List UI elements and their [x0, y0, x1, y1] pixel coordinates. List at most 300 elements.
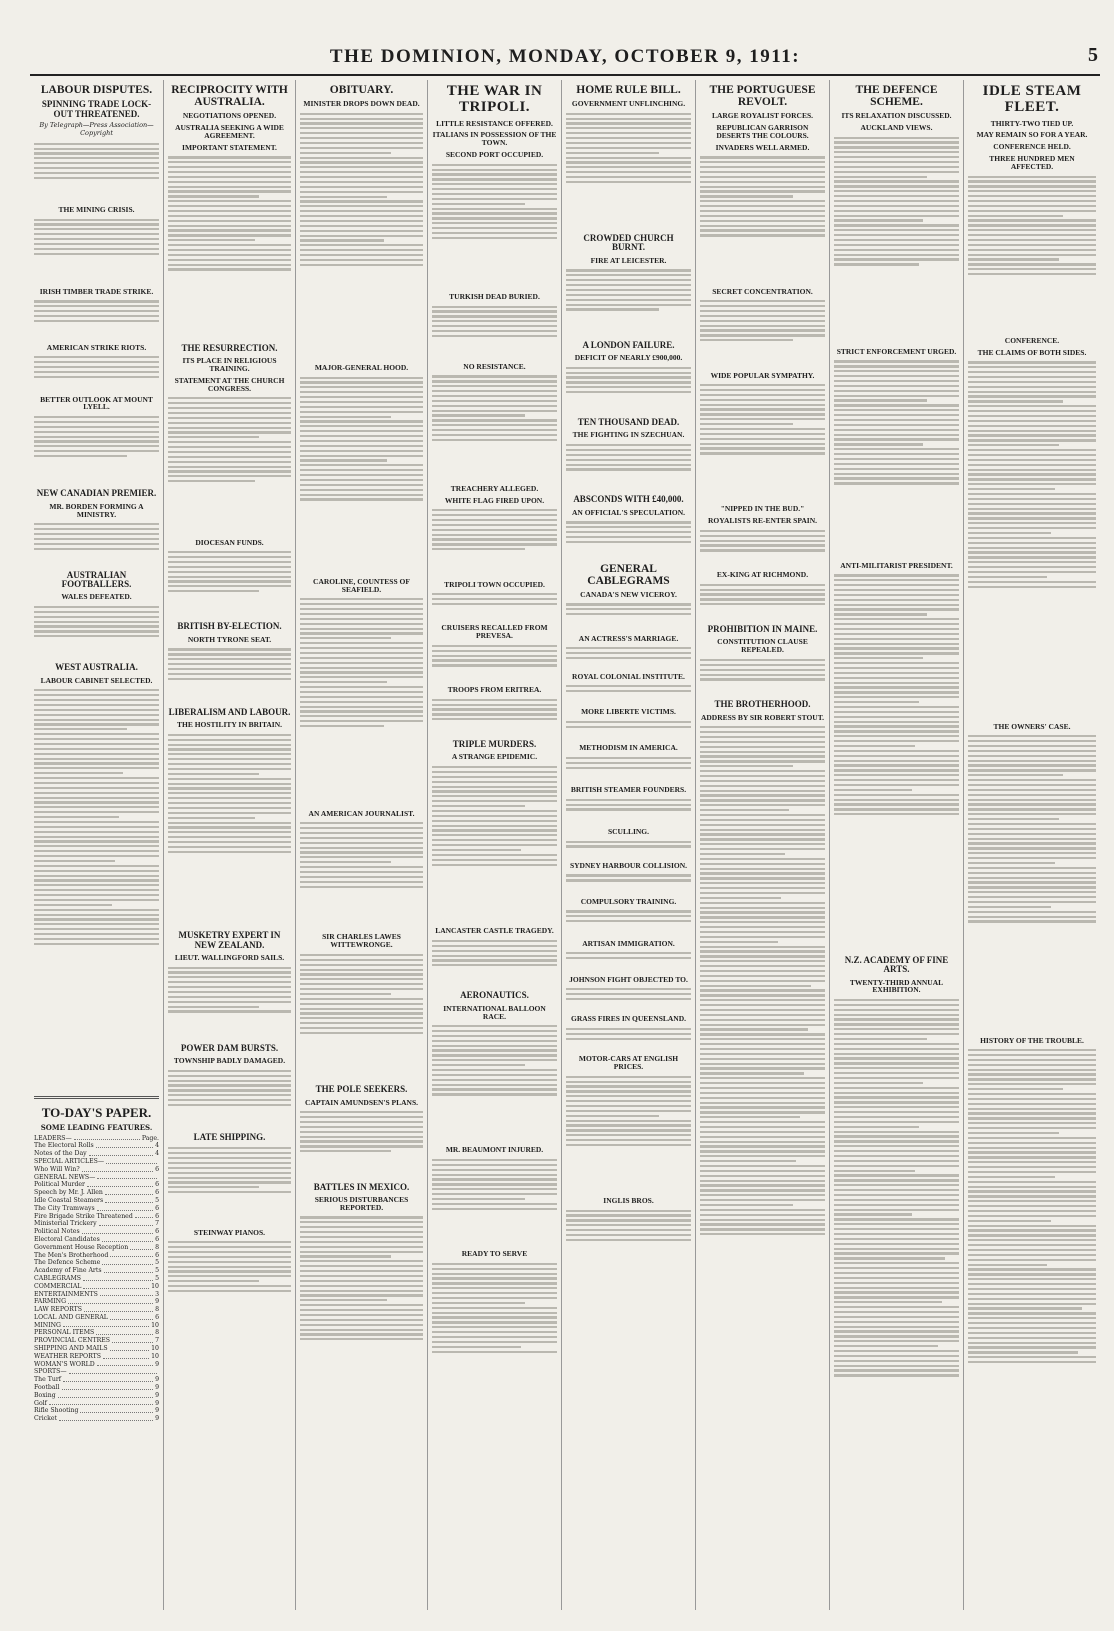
subheadline: READY TO SERVE [461, 1249, 528, 1259]
toc-row [34, 1298, 159, 1306]
toc-row [34, 1368, 159, 1376]
subheadline: SPINNING TRADE LOCK-OUT THREATENED. [41, 99, 152, 119]
column-2 [164, 80, 296, 1610]
subheadline: REPUBLICAN GARRISON DESERTS THE COLOURS. [716, 123, 809, 140]
toc-label: PROVINCIAL CENTRES [34, 1337, 111, 1345]
article-text [566, 754, 691, 782]
subheadline: INGLIS BROS. [603, 1196, 654, 1205]
subheadline: LARGE ROYALIST FORCES. [711, 111, 814, 121]
article-text [34, 216, 159, 284]
subheadline: NORTH TYRONE SEAT. [187, 634, 272, 644]
toc-row [34, 1407, 159, 1415]
toc-label: Ministerial Trickery [34, 1220, 97, 1228]
article-text [168, 1067, 291, 1129]
page-number: 5 [1088, 44, 1098, 66]
article-text [168, 646, 291, 704]
toc-row [34, 1283, 159, 1291]
toc-subtitle: SOME LEADING FEATURES. [40, 1122, 153, 1132]
subheadline: STRICT ENFORCEMENT URGED. [836, 346, 957, 356]
subheadline: NEGOTIATIONS OPENED. [182, 111, 277, 121]
article-text [700, 656, 825, 696]
column-8 [964, 80, 1100, 1610]
article-text [168, 395, 291, 535]
headline: N.Z. ACADEMY OF FINE ARTS. [844, 954, 949, 975]
toc-label: Golf [34, 1399, 47, 1407]
toc-label: The City Tramways [34, 1204, 95, 1212]
headline: THE BROTHERHOOD. [714, 699, 811, 710]
subheadline: "NIPPED IN THE BUD." [720, 504, 805, 514]
article-text [34, 140, 159, 202]
toc-label: Academy of Fine Arts [34, 1267, 102, 1275]
subheadline: ADDRESS BY SIR ROBERT STOUT. [700, 712, 825, 722]
toc-page: 9 [155, 1407, 159, 1415]
headline: MUSKETRY EXPERT IN NEW ZEALAND. [178, 930, 281, 950]
headline: NEW CANADIAN PREMIER. [36, 488, 157, 499]
article-text [432, 763, 557, 923]
subheadline: LIEUT. WALLINGFORD SAILS. [174, 952, 285, 962]
article-text [566, 364, 691, 414]
article-text [34, 687, 159, 1091]
toc-page: 5 [155, 1274, 159, 1282]
toc-page: 4 [155, 1142, 159, 1150]
toc-label: Cricket [34, 1415, 58, 1423]
subheadline: AUSTRALIA SEEKING A WIDE AGREEMENT. [175, 123, 284, 140]
advertisement-text [566, 1073, 691, 1193]
article-text [300, 374, 423, 574]
article-text [566, 110, 691, 230]
subheadline: TREACHERY ALLEGED. [450, 483, 539, 493]
article-text [566, 1025, 691, 1051]
article-text [566, 908, 691, 936]
toc-row [34, 1197, 159, 1205]
subheadline: THE MINING CRISIS. [58, 204, 135, 214]
article-text [968, 733, 1096, 1033]
toc-label: Speech by Mr. J. Allen [34, 1189, 103, 1197]
headline: IDLE STEAM FLEET. [982, 83, 1082, 115]
masthead [30, 44, 1100, 76]
subheadline: HISTORY OF THE TROUBLE. [980, 1035, 1084, 1045]
subheadline: WALES DEFEATED. [61, 592, 132, 602]
toc-label: LEADERS— [34, 1134, 72, 1142]
toc-row [34, 1314, 159, 1322]
toc-row [34, 1306, 159, 1314]
toc-page: 10 [151, 1321, 159, 1329]
subheadline: NO RESISTANCE. [463, 361, 526, 371]
toc-page: 9 [155, 1384, 159, 1392]
toc-page: 6 [155, 1204, 159, 1212]
toc-row [34, 1174, 159, 1182]
headline: LABOUR DISPUTES. [40, 84, 153, 96]
article-text [168, 154, 291, 340]
toc-title: TO-DAY'S PAPER. [41, 1104, 152, 1120]
headline: POWER DAM BURSTS. [180, 1042, 279, 1053]
toc-page: 6 [155, 1181, 159, 1189]
subheadline: IRISH TIMBER TRADE STRIKE. [39, 286, 154, 296]
subheadline: ITALIANS IN POSSESSION OF THE TOWN. [432, 130, 557, 148]
subheadline: THE CLAIMS OF BOTH SIDES. [977, 347, 1087, 357]
article-text [432, 373, 557, 481]
toc-label: CABLEGRAMS [34, 1274, 82, 1282]
toc-row [34, 1189, 159, 1197]
article-text [566, 796, 691, 824]
toc-row [34, 1415, 159, 1423]
article-text [168, 1145, 291, 1225]
toc-page: Page. [141, 1134, 159, 1142]
subheadline: LITTLE RESISTANCE OFFERED. [436, 118, 553, 128]
toc-page: 5 [155, 1196, 159, 1204]
toc-row [34, 1181, 159, 1189]
article-text [300, 596, 423, 806]
article-text [300, 819, 423, 929]
toc-row [34, 1166, 159, 1174]
toc-label: LAW REPORTS [34, 1306, 82, 1314]
subheadline: ANTI-MILITARIST PRESIDENT. [840, 560, 953, 570]
toc-label: SHIPPING AND MAILS [34, 1345, 108, 1353]
subheadline: ITS PLACE IN RELIGIOUS TRAINING. [182, 356, 277, 373]
toc-label: The Electoral Rolls [34, 1142, 94, 1150]
article-text [300, 1214, 423, 1414]
toc-label: Notes of the Day [34, 1150, 87, 1158]
toc-page: 6 [155, 1165, 159, 1173]
article-text [432, 696, 557, 736]
article-text [566, 682, 691, 704]
article-text [566, 950, 691, 972]
subheadline: METHODISM IN AMERICA. [579, 743, 678, 753]
subheadline: BETTER OUTLOOK AT MOUNT LYELL. [40, 394, 153, 412]
credit-line: By Telegraph—Press Association—Copyright [39, 120, 154, 137]
article-text [432, 937, 557, 987]
toc-label: SPORTS— [34, 1368, 67, 1376]
toc-label: Political Murder [34, 1181, 86, 1189]
article-text [432, 507, 557, 577]
article-text [432, 590, 557, 620]
headline: BATTLES IN MEXICO. [313, 1181, 410, 1192]
toc-page: 5 [155, 1259, 159, 1267]
subheadline: CRUISERS RECALLED FROM PREVESA. [441, 623, 548, 641]
subheadline: FIRE AT LEICESTER. [590, 255, 667, 265]
subheadline: ARTISAN IMMIGRATION. [582, 938, 675, 948]
toc-label: Who Will Win? [34, 1165, 80, 1173]
article-text [34, 354, 159, 392]
toc-row [34, 1236, 159, 1244]
article-text [566, 645, 691, 669]
subheadline: CONFERENCE HELD. [993, 142, 1071, 152]
article-text [168, 731, 291, 927]
column-6 [696, 80, 830, 1610]
article-text [300, 110, 423, 360]
toc-page: 7 [155, 1220, 159, 1228]
subheadline: STEINWAY PIANOS. [193, 1227, 266, 1237]
toc-label: Government House Reception [34, 1243, 129, 1251]
toc-row [34, 1322, 159, 1330]
toc-page: 9 [155, 1399, 159, 1407]
toc-label: ENTERTAINMENTS [34, 1290, 98, 1298]
headline: TEN THOUSAND DEAD. [577, 417, 680, 427]
article-text [432, 303, 557, 359]
article-text [432, 1156, 557, 1246]
article-text [432, 1022, 557, 1142]
subheadline: CANADA'S NEW VICEROY. [580, 589, 677, 599]
article-text [834, 996, 959, 1596]
toc-row [34, 1150, 159, 1158]
advertisement-text [432, 1260, 557, 1410]
subheadline: DIOCESAN FUNDS. [195, 537, 264, 547]
headline: THE PORTUGUESE REVOLT. [709, 84, 816, 109]
subheadline: COMPULSORY TRAINING. [580, 896, 677, 906]
subheadline: A STRANGE EPIDEMIC. [451, 752, 538, 762]
subheadline: MR. BEAUMONT INJURED. [445, 1145, 544, 1155]
subheadline: LANCASTER CASTLE TRAGEDY. [435, 926, 554, 936]
toc-row [34, 1228, 159, 1236]
table-of-contents [34, 1135, 159, 1423]
toc-page: 5 [155, 1267, 159, 1275]
subheadline: TOWNSHIP BADLY DAMAGED. [173, 1056, 286, 1066]
toc-row [34, 1392, 159, 1400]
subheadline: AUCKLAND VIEWS. [860, 123, 933, 132]
article-text [300, 1109, 423, 1179]
toc-page: 9 [155, 1360, 159, 1368]
article-text [168, 964, 291, 1040]
toc-page: 9 [155, 1415, 159, 1423]
toc-page: 6 [155, 1212, 159, 1220]
subheadline: ROYAL COLONIAL INSTITUTE. [572, 671, 685, 681]
headline: AERONAUTICS. [460, 990, 529, 1001]
article-text [834, 134, 959, 344]
toc-page: 6 [155, 1189, 159, 1197]
article-text [566, 519, 691, 559]
toc-row [34, 1384, 159, 1392]
subheadline: TROOPS FROM ERITREA. [447, 685, 542, 695]
toc-label: COMMERCIAL [34, 1282, 82, 1290]
advertisement-text [168, 1238, 291, 1328]
toc-row [34, 1400, 159, 1408]
headline: THE DEFENCE SCHEME. [855, 84, 938, 109]
subheadline: MAJOR-GENERAL HOOD. [314, 362, 409, 372]
columns [30, 80, 1100, 1610]
column-5 [562, 80, 696, 1610]
subheadline: THREE HUNDRED MEN AFFECTED. [989, 154, 1075, 171]
subheadline: MORE LIBERTE VICTIMS. [581, 707, 676, 717]
subheadline: CONFERENCE. [1004, 335, 1060, 345]
article-text [34, 298, 159, 340]
toc-row [34, 1135, 159, 1143]
subheadline: CAROLINE, COUNTESS OF SEAFIELD. [313, 576, 410, 594]
article-text [432, 161, 557, 289]
toc-row [34, 1337, 159, 1345]
subheadline: WHITE FLAG FIRED UPON. [444, 495, 545, 505]
toc-page: 10 [151, 1282, 159, 1290]
article-text [566, 601, 691, 631]
subheadline: EX-KING AT RICHMOND. [716, 570, 809, 580]
toc-page: 9 [155, 1391, 159, 1399]
toc-page: 10 [151, 1352, 159, 1360]
toc-label: Fire Brigade Strike Threatened [34, 1212, 133, 1220]
subheadline: TURKISH DEAD BURIED. [449, 292, 540, 301]
headline: RECIPROCITY WITH AUSTRALIA. [171, 84, 288, 109]
headline: THE WAR IN TRIPOLI. [446, 83, 543, 115]
toc-label: Football [34, 1384, 60, 1392]
column-7 [830, 80, 964, 1610]
masthead-title: THE DOMINION, MONDAY, OCTOBER 9, 1911: [329, 46, 801, 67]
toc-label: LOCAL AND GENERAL [34, 1313, 108, 1321]
article-text [968, 1046, 1096, 1546]
toc-label: WEATHER REPORTS [34, 1352, 101, 1360]
column-1 [30, 80, 164, 1610]
toc-label: SPECIAL ARTICLES— [34, 1157, 105, 1165]
article-text [300, 951, 423, 1081]
toc-page: 6 [155, 1251, 159, 1259]
headline: THE POLE SEEKERS. [315, 1084, 408, 1095]
toc-page: 8 [155, 1306, 159, 1314]
toc-label: The Turf [34, 1376, 62, 1384]
subheadline: WIDE POPULAR SYMPATHY. [710, 370, 815, 380]
headline: ABSCONDS WITH £40,000. [573, 494, 684, 505]
toc-page: 3 [155, 1290, 159, 1298]
toc-label: The Men's Brotherhood [34, 1251, 109, 1259]
subheadline: ITS RELAXATION DISCUSSED. [841, 111, 952, 121]
subheadline: MAY REMAIN SO FOR A YEAR. [976, 130, 1088, 140]
subheadline: THE FIGHTING IN SZECHUAN. [572, 430, 685, 440]
toc-row [34, 1158, 159, 1166]
subheadline: MINISTER DROPS DOWN DEAD. [303, 99, 420, 109]
toc-page: 9 [155, 1298, 159, 1306]
subheadline: MR. BORDEN FORMING A MINISTRY. [49, 501, 144, 519]
toc-label: PERSONAL ITEMS [34, 1329, 95, 1337]
toc-row [34, 1142, 159, 1150]
toc-label: GENERAL NEWS— [34, 1173, 96, 1181]
article-text [834, 572, 959, 952]
toc-row [34, 1291, 159, 1299]
subheadline: INTERNATIONAL BALLOON RACE. [443, 1003, 546, 1021]
article-text [566, 872, 691, 894]
subheadline: INVADERS WELL ARMED. [715, 142, 810, 152]
article-text [834, 358, 959, 558]
toc-row [34, 1213, 159, 1221]
subheadline: LABOUR CABINET SELECTED. [40, 675, 153, 685]
article-text [34, 521, 159, 567]
toc-page: 9 [155, 1376, 159, 1384]
toc-row [34, 1345, 159, 1353]
subheadline: STATEMENT AT THE CHURCH CONGRESS. [174, 375, 285, 393]
subheadline: ROYALISTS RE-ENTER SPAIN. [708, 516, 817, 526]
article-text [700, 298, 825, 368]
article-text [432, 642, 557, 682]
article-text [566, 985, 691, 1011]
subheadline: SERIOUS DISTURBANCES REPORTED. [314, 1194, 409, 1212]
subheadline: AN ACTRESS'S MARRIAGE. [578, 633, 679, 643]
toc-row [34, 1275, 159, 1283]
headline: TRIPLE MURDERS. [452, 739, 537, 749]
subheadline: SECOND PORT OCCUPIED. [445, 150, 544, 160]
toc-row [34, 1361, 159, 1369]
headline: CROWDED CHURCH BURNT. [583, 232, 674, 253]
article-text [34, 603, 159, 659]
toc-label: Idle Coastal Steamers [34, 1196, 104, 1204]
subheadline: BRITISH STEAMER FOUNDERS. [570, 785, 687, 795]
subheadline: THE HOSTILITY IN BRITAIN. [176, 720, 283, 730]
headline: BRITISH BY-ELECTION. [177, 621, 282, 632]
subheadline: THIRTY-TWO TIED UP. [990, 118, 1074, 128]
subheadline: TRIPOLI TOWN OCCUPIED. [444, 579, 545, 589]
toc-label: Boxing [34, 1391, 56, 1399]
toc-page: 8 [155, 1243, 159, 1251]
subheadline: CONSTITUTION CLAUSE REPEALED. [717, 637, 808, 655]
subheadline: SIR CHARLES LAWES WITTEWRONGE. [322, 932, 401, 950]
headline: LATE SHIPPING. [193, 1132, 266, 1143]
headline: PROHIBITION IN MAINE. [707, 624, 818, 634]
toc-page: 6 [155, 1313, 159, 1321]
subheadline: TWENTY-THIRD ANNUAL EXHIBITION. [849, 977, 944, 995]
subheadline: AN AMERICAN JOURNALIST. [308, 808, 415, 818]
toc-label: Political Notes [34, 1228, 80, 1236]
article-text [700, 527, 825, 567]
article-text [700, 381, 825, 501]
advertisement-text [566, 1207, 691, 1267]
toc-page: 10 [151, 1345, 159, 1353]
subheadline: AN OFFICIAL'S SPECULATION. [571, 507, 685, 517]
toc-page: 8 [155, 1329, 159, 1337]
toc-row [34, 1205, 159, 1213]
article-text [968, 173, 1096, 333]
article-text [700, 154, 825, 284]
article-text [34, 413, 159, 485]
article-text [566, 838, 691, 858]
toc-page: 6 [155, 1235, 159, 1243]
toc-label: Electoral Candidates [34, 1235, 100, 1243]
toc-row [34, 1329, 159, 1337]
article-text [566, 267, 691, 337]
toc-row [34, 1220, 159, 1228]
toc-label: MINING [34, 1321, 61, 1329]
toc-label: FARMING [34, 1298, 67, 1306]
toc-page: 7 [155, 1337, 159, 1345]
subheadline: GRASS FIRES IN QUEENSLAND. [570, 1014, 687, 1024]
column-3 [296, 80, 428, 1610]
article-text [168, 548, 291, 618]
headline: A LONDON FAILURE. [582, 339, 675, 350]
toc-page: 4 [155, 1150, 159, 1158]
subheadline: THE OWNERS' CASE. [993, 721, 1071, 731]
column-4 [428, 80, 562, 1610]
subheadline: MOTOR-CARS AT ENGLISH PRICES. [578, 1054, 679, 1072]
toc-row [34, 1353, 159, 1361]
headline: LIBERALISM AND LABOUR. [168, 706, 291, 717]
article-text [566, 441, 691, 491]
article-text [566, 718, 691, 740]
toc-row [34, 1252, 159, 1260]
toc-label: The Defence Scheme [34, 1259, 101, 1267]
subheadline: IMPORTANT STATEMENT. [182, 142, 277, 152]
subheadline: AMERICAN STRIKE RIOTS. [46, 342, 147, 352]
subheadline: DEFICIT OF NEARLY £900,000. [574, 353, 683, 363]
subheadline: SECRET CONCENTRATION. [712, 286, 813, 296]
toc-label: Rifle Shooting [34, 1407, 79, 1415]
subheadline: GOVERNMENT UNFLINCHING. [571, 99, 686, 109]
toc-row [34, 1259, 159, 1267]
subheadline: JOHNSON FIGHT OBJECTED TO. [569, 974, 688, 984]
toc-row [34, 1376, 159, 1384]
toc-page: 6 [155, 1228, 159, 1236]
subheadline: SYDNEY HARBOUR COLLISION. [569, 860, 688, 870]
toc-row [34, 1267, 159, 1275]
headline: HOME RULE BILL. [576, 84, 681, 96]
headline: THE RESURRECTION. [181, 342, 278, 353]
headline: OBITUARY. [329, 84, 394, 96]
article-text [700, 724, 825, 1524]
subheadline: CAPTAIN AMUNDSEN'S PLANS. [305, 1097, 418, 1107]
toc-row [34, 1244, 159, 1252]
article-text [700, 581, 825, 621]
